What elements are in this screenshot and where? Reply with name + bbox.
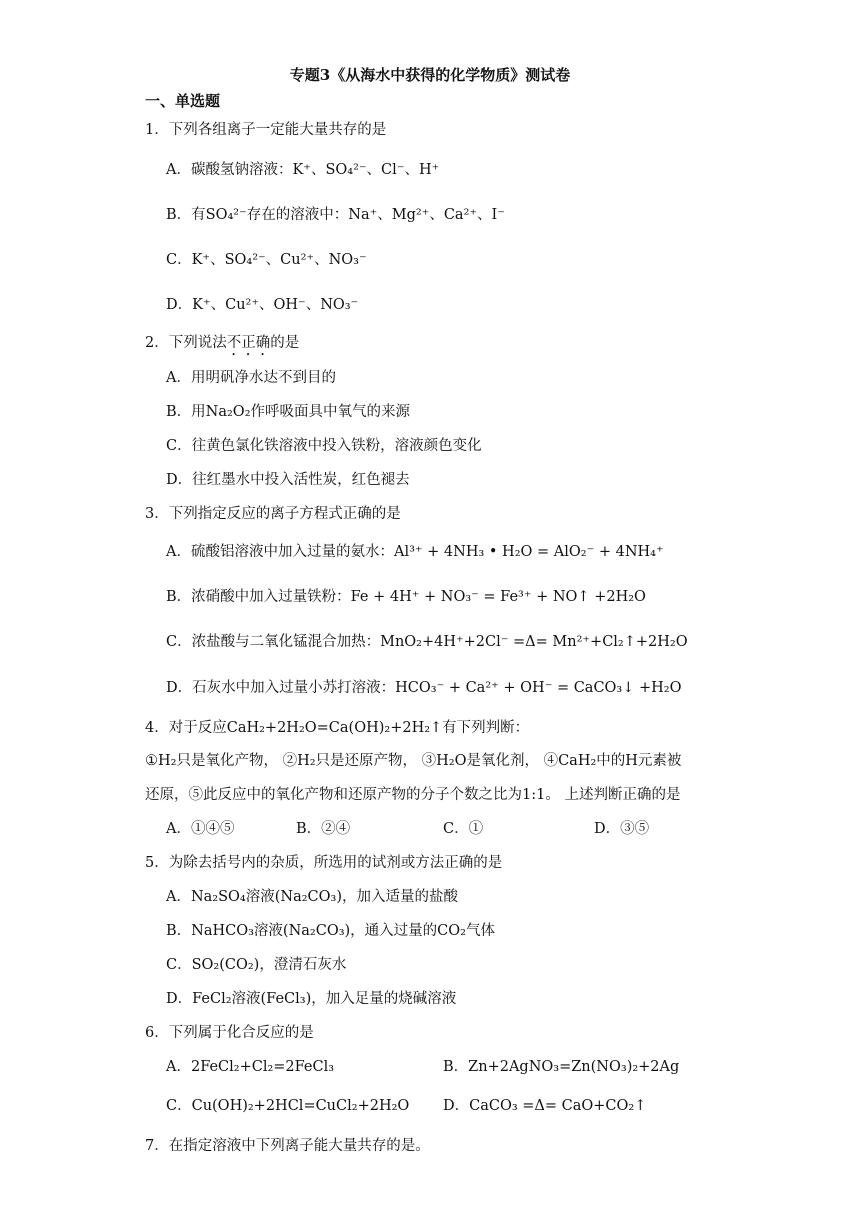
question-5-option-c: C．SO₂(CO₂)，澄清石灰水	[166, 957, 347, 973]
question-5-stem: 5．为除去括号内的杂质，所选用的试剂或方法正确的是	[145, 855, 503, 871]
question-5-option-b: B．NaHCO₃溶液(Na₂CO₃)，通入过量的CO₂气体	[166, 923, 495, 939]
question-7-stem: 7．在指定溶液中下列离子能大量共存的是。	[145, 1138, 430, 1154]
question-1-option-c: C．K⁺、SO₄²⁻、Cu²⁺、NO₃⁻	[166, 252, 367, 268]
question-3-option-c: C．浓盐酸与二氧化锰混合加热：MnO₂+4H⁺+2Cl⁻ =Δ= Mn²⁺+Cl₂↑+2H₂O	[166, 634, 688, 650]
question-1-option-b: B．有SO₄²⁻存在的溶液中：Na⁺、Mg²⁺、Ca²⁺、I⁻	[166, 207, 505, 223]
question-6-stem: 6．下列属于化合反应的是	[145, 1025, 314, 1041]
question-2-stem-pre: 2．下列说法	[145, 335, 227, 351]
question-6-option-c: C．Cu(OH)₂+2HCl=CuCl₂+2H₂O	[166, 1098, 410, 1114]
question-3-option-d: D．石灰水中加入过量小苏打溶液：HCO₃⁻ + Ca²⁺ + OH⁻ = CaCO₃↓ +H₂O	[166, 680, 682, 696]
question-4-option-d: D．③⑤	[594, 821, 650, 837]
question-6-option-a: A．2FeCl₂+Cl₂=2FeCl₃	[166, 1059, 335, 1075]
question-2-option-c: C．往黄色氯化铁溶液中投入铁粉，溶液颜色变化	[166, 438, 482, 454]
question-2-stem-emphasis: 不正确	[226, 335, 271, 351]
question-6-option-d: D．CaCO₃ =Δ= CaO+CO₂↑	[443, 1098, 647, 1114]
question-1-option-a: A．碳酸氢钠溶液：K⁺、SO₄²⁻、Cl⁻、H⁺	[166, 162, 440, 178]
question-3-stem: 3．下列指定反应的离子方程式正确的是	[145, 506, 401, 522]
question-4-option-a: A．①④⑤	[166, 821, 235, 837]
question-6-option-b: B．Zn+2AgNO₃=Zn(NO₃)₂+2Ag	[443, 1059, 680, 1075]
question-4-stem: 4．对于反应CaH₂+2H₂O=Ca(OH)₂+2H₂↑有下列判断：	[145, 720, 530, 736]
question-5-option-a: A．Na₂SO₄溶液(Na₂CO₃)，加入适量的盐酸	[166, 889, 459, 905]
question-4-line-1: ①H₂只是氧化产物， ②H₂只是还原产物， ③H₂O是氧化剂， ④CaH₂中的H元素被	[145, 753, 682, 769]
question-2-stem	[145, 331, 299, 359]
question-5-option-d: D．FeCl₂溶液(FeCl₃)，加入足量的烧碱溶液	[166, 991, 457, 1007]
section-heading: 一、单选题	[145, 92, 221, 110]
exam-title: 专题3《从海水中获得的化学物质》测试卷	[289, 66, 571, 84]
question-1-option-d: D．K⁺、Cu²⁺、OH⁻、NO₃⁻	[166, 297, 359, 313]
question-3-option-b: B．浓硝酸中加入过量铁粉：Fe + 4H⁺ + NO₃⁻ = Fe³⁺ + NO↑ +2H₂O	[166, 589, 646, 605]
question-4-option-c: C．①	[443, 821, 484, 837]
question-4-option-b: B．②④	[296, 821, 351, 837]
question-2-stem-post: 的是	[270, 335, 300, 351]
question-2-option-a: A．用明矾净水达不到目的	[166, 370, 336, 386]
question-2-option-d: D．往红墨水中投入活性炭，红色褪去	[166, 472, 410, 488]
question-2-option-b: B．用Na₂O₂作呼吸面具中氧气的来源	[166, 404, 410, 420]
question-3-option-a: A．硫酸铝溶液中加入过量的氨水：Al³⁺ + 4NH₃ • H₂O = AlO₂⁻ + 4NH₄⁺	[166, 544, 664, 560]
question-1-stem: 1．下列各组离子一定能大量共存的是	[145, 122, 387, 138]
question-4-line-2: 还原，⑤此反应中的氧化产物和还原产物的分子个数之比为1:1。 上述判断正确的是	[145, 787, 681, 803]
